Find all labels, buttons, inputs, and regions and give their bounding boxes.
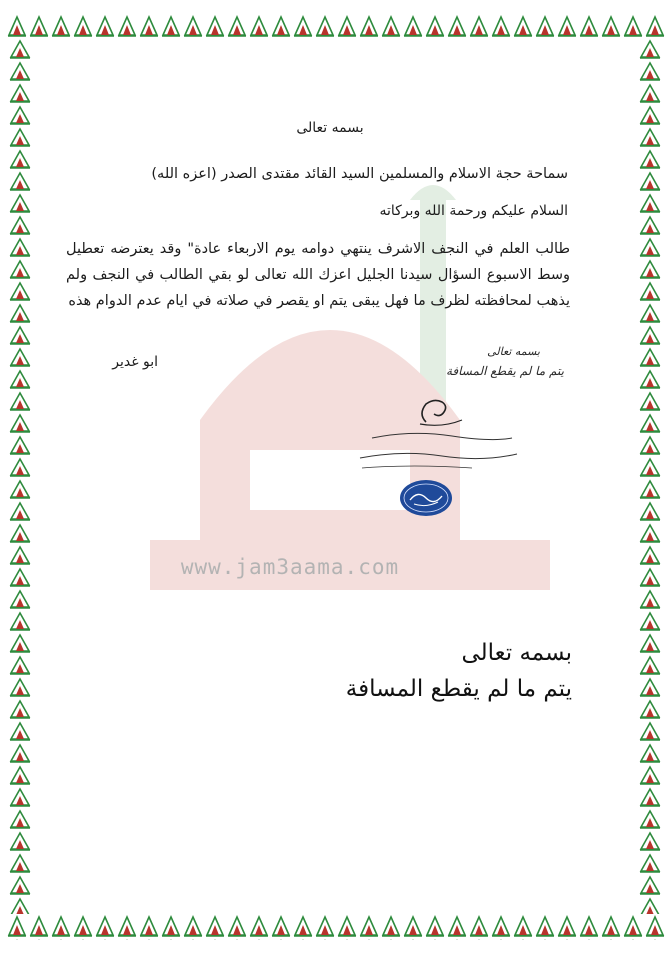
- handwritten-notes: [352, 428, 522, 474]
- typed-reply-line2: يتم ما لم يقطع المسافة: [345, 676, 572, 702]
- decorative-border-top: [6, 14, 665, 38]
- letter-question: طالب العلم في النجف الاشرف ينتهي دوامه يوم الاربعاء عادة" وقد يعترضه تعطيل وسط الاسبوع السؤال سيدنا الجليل اعزك الله تعالى لو بقي الطالب في النجف ولم يذهب لمحافظته لظرف ما فهل يبقى يتم او يقصر في صلاته في ايام عدم الدوام هذه: [66, 241, 570, 309]
- typed-reply-line1: بسمه تعالى: [461, 640, 572, 666]
- letter-basmala: بسمه تعالى: [296, 120, 364, 136]
- watermark-url: www.jam3aama.com: [180, 555, 400, 579]
- decorative-border-left: [8, 38, 32, 914]
- letter-address: سماحة حجة الاسلام والمسلمين السيد القائد مقتدى الصدر (اعزه الله): [151, 166, 568, 182]
- letter-greeting: السلام عليكم ورحمة الله وبركاته: [379, 203, 568, 219]
- official-seal-stamp: [398, 478, 454, 518]
- handwritten-reply-line1: بسمه تعالى: [487, 345, 540, 358]
- decorative-border-right: [638, 38, 662, 914]
- letter-signer: ابو غدير: [112, 354, 158, 370]
- handwritten-signature: [416, 396, 466, 428]
- decorative-border-bottom: [6, 914, 665, 940]
- handwritten-reply-line2: يتم ما لم يقطع المسافة: [445, 364, 564, 378]
